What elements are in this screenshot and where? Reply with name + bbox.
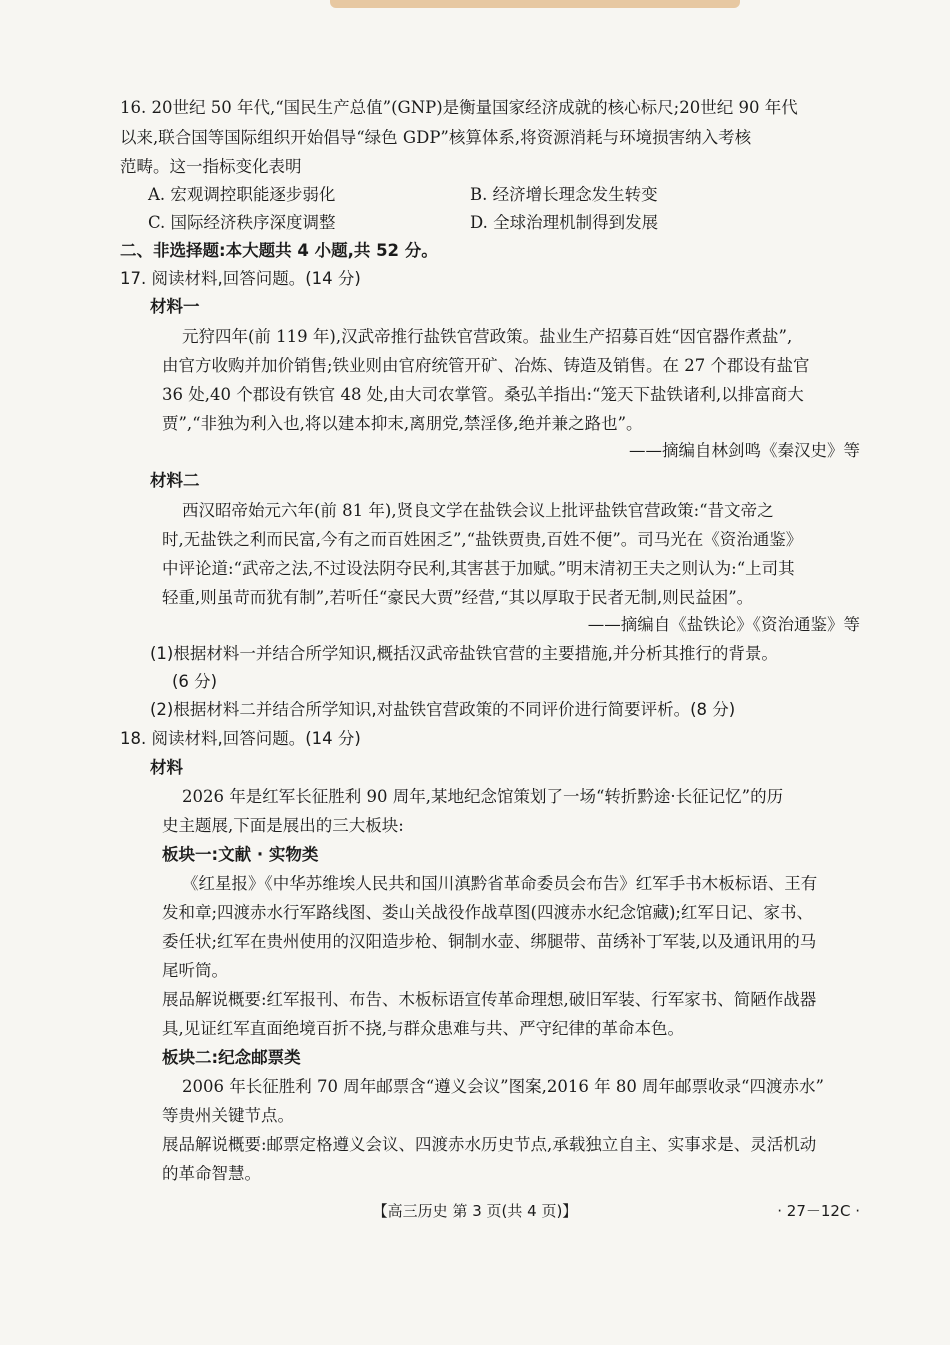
q17-material-1-source: ——摘编自林剑鸣《秦汉史》等: [629, 441, 860, 460]
q18-block-2-desc-line-1: 展品解说概要:邮票定格遵义会议、四渡赤水历史节点,承载独立自主、实事求是、灵活机动: [162, 1135, 817, 1154]
q17-material-2-source: ——摘编自《盐铁论》《资治通鉴》等: [587, 615, 860, 634]
q18-header: 18. 阅读材料,回答问题。(14 分): [120, 729, 361, 748]
q16-option-b: B. 经济增长理念发生转变: [470, 185, 658, 204]
q16-option-c: C. 国际经济秩序深度调整: [148, 213, 336, 232]
q18-block-2-line-2: 等贵州关键节点。: [162, 1106, 294, 1125]
q17-material-2-line-4: 轻重,则虽苛而犹有制”,若听任“豪民大贾”经营,“其以厚取于民者无制,则民益困”。: [162, 588, 754, 607]
q16-option-a: A. 宏观调控职能逐步弱化: [148, 185, 336, 204]
q18-block-1-line-2: 发和章;四渡赤水行军路线图、娄山关战役作战草图(四渡赤水纪念馆藏);红军日记、家书、: [162, 903, 813, 922]
q18-block-2-line-1: 2006 年长征胜利 70 周年邮票含“遵义会议”图案,2016 年 80 周年邮票收录“四渡赤水”: [182, 1077, 824, 1096]
q18-intro-line-1: 2026 年是红军长征胜利 90 周年,某地纪念馆策划了一场“转折黔途·长征记忆”的历: [182, 787, 784, 806]
q18-block-1-desc-line-2: 具,见证红军直面绝境百折不挠,与群众患难与共、严守纪律的革命本色。: [162, 1019, 684, 1038]
page-footer-label: 【高三历史 第 3 页(共 4 页)】: [372, 1202, 578, 1220]
q17-subquestion-1-line-1: (1)根据材料一并结合所学知识,概括汉武帝盐铁官营的主要措施,并分析其推行的背景。: [150, 644, 778, 663]
q17-material-1-line-4: 贾”,“非独为利入也,将以建本抑末,离朋党,禁淫侈,绝并兼之路也”。: [162, 414, 643, 433]
page-footer-code: · 27－12C ·: [777, 1202, 860, 1220]
q18-material-title: 材料: [150, 758, 183, 777]
q18-block-1-line-1: 《红星报》《中华苏维埃人民共和国川滇黔省革命委员会布告》红军手书木板标语、王有: [182, 874, 818, 893]
q16-line-2: 以来,联合国等国际组织开始倡导“绿色 GDP”核算体系,将资源消耗与环境损害纳入考核: [120, 128, 752, 147]
q18-block-1-title: 板块一:文献 · 实物类: [162, 845, 319, 864]
q17-material-1-line-3: 36 处,40 个郡设有铁官 48 处,由大司农掌管。桑弘羊指出:“笼天下盐铁诸利,以排富商大: [162, 385, 804, 404]
q17-material-2-line-1: 西汉昭帝始元六年(前 81 年),贤良文学在盐铁会议上批评盐铁官营政策:“昔文帝之: [182, 501, 774, 520]
q16-option-d: D. 全球治理机制得到发展: [470, 213, 659, 232]
q18-block-1-line-4: 尾听筒。: [162, 961, 228, 980]
q16-line-1: 16. 20世纪 50 年代,“国民生产总值”(GNP)是衡量国家经济成就的核心标尺;20世纪 90 年代: [120, 98, 798, 117]
q18-intro-line-2: 史主题展,下面是展出的三大板块:: [162, 816, 404, 835]
q17-subquestion-1-line-2: (6 分): [172, 672, 218, 691]
q17-material-1-line-1: 元狩四年(前 119 年),汉武帝推行盐铁官营政策。盐业生产招募百姓“因官器作煮盐”,: [182, 327, 793, 346]
section-2-heading: 二、非选择题:本大题共 4 小题,共 52 分。: [120, 241, 438, 260]
q18-block-1-line-3: 委任状;红军在贵州使用的汉阳造步枪、铜制水壶、绑腿带、苗绣补丁军装,以及通讯用的马: [162, 932, 817, 951]
q18-block-2-title: 板块二:纪念邮票类: [162, 1048, 301, 1067]
q18-block-1-desc-line-1: 展品解说概要:红军报刊、布告、木板标语宣传革命理想,破旧军装、行军家书、简陋作战器: [162, 990, 817, 1009]
q17-material-2-title: 材料二: [150, 471, 200, 490]
q17-material-2-line-2: 时,无盐铁之利而民富,今有之而百姓困乏”,“盐铁贾贵,百姓不便”。司马光在《资治通鉴》: [162, 530, 803, 549]
q18-block-2-desc-line-2: 的革命智慧。: [162, 1164, 261, 1183]
q17-material-1-line-2: 由官方收购并加价销售;铁业则由官府统管开矿、冶炼、铸造及销售。在 27 个郡设有盐官: [162, 356, 810, 375]
q17-header: 17. 阅读材料,回答问题。(14 分): [120, 269, 361, 288]
q17-material-1-title: 材料一: [150, 297, 200, 316]
q17-subquestion-2: (2)根据材料二并结合所学知识,对盐铁官营政策的不同评价进行简要评析。(8 分): [150, 700, 736, 719]
q16-line-3: 范畴。这一指标变化表明: [120, 157, 302, 176]
q17-material-2-line-3: 中评论道:“武帝之法,不过设法阴夺民利,其害甚于加赋。”明末清初王夫之则认为:“上司其: [162, 559, 795, 578]
